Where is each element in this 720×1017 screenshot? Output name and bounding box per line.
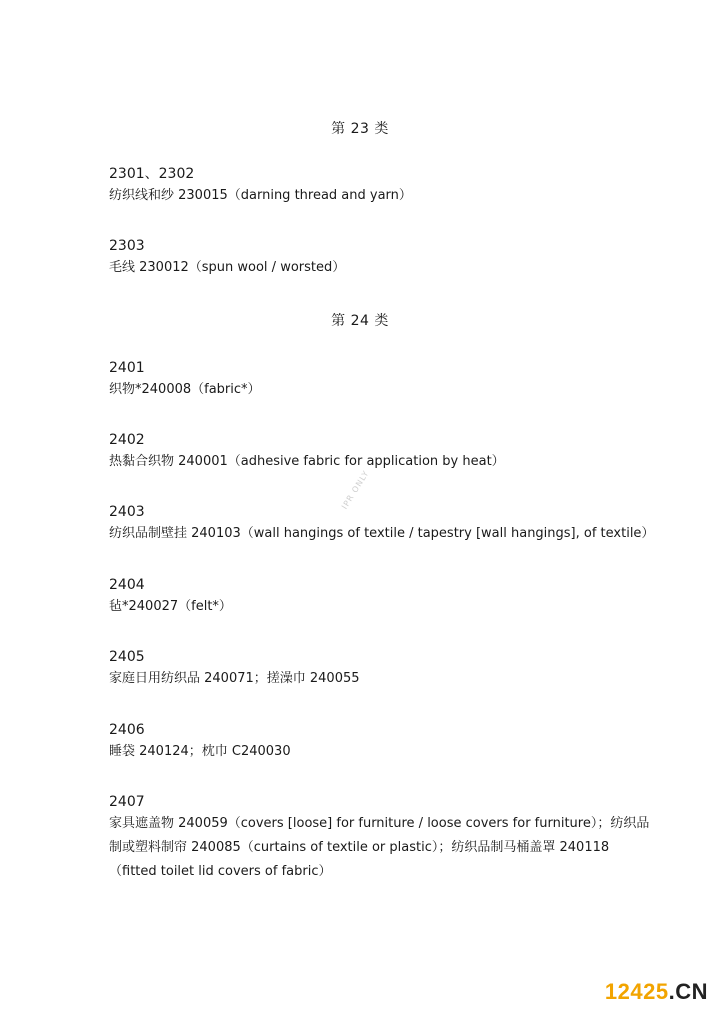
group-code: 2406 <box>109 722 145 738</box>
group-code: 2402 <box>109 432 145 448</box>
group-line: 家具遮盖物 240059（covers [loose] for furniture / loose covers for furniture）；纺织品 <box>109 816 650 831</box>
group-2405 <box>109 647 629 691</box>
group-code: 2301、2302 <box>109 166 195 182</box>
group-line: （fitted toilet lid covers of fabric） <box>109 864 332 879</box>
group-code: 2303 <box>109 238 145 254</box>
group-code: 2407 <box>109 794 145 810</box>
group-line: 织物*240008（fabric*） <box>109 382 261 397</box>
site-logo[interactable] <box>605 979 708 1005</box>
group-line: 制或塑料制帘 240085（curtains of textile or plastic）；纺织品制马桶盖罩 240118 <box>109 840 610 855</box>
group-code: 2401 <box>109 360 145 376</box>
group-2402 <box>109 430 629 474</box>
logo-domain: .CN <box>668 979 708 1004</box>
group-2406 <box>109 720 629 764</box>
group-2403 <box>109 502 655 546</box>
group-code: 2403 <box>109 504 145 520</box>
group-2407 <box>109 792 650 884</box>
logo-number: 12425 <box>604 979 669 1004</box>
group-line: 毡*240027（felt*） <box>109 599 232 614</box>
group-2303 <box>109 236 629 280</box>
class-23-heading: 第 23 类 <box>331 121 389 137</box>
group-code: 2404 <box>109 577 145 593</box>
group-2404 <box>109 575 629 619</box>
class-24-heading: 第 24 类 <box>331 313 389 329</box>
group-line: 睡袋 240124；枕巾 C240030 <box>109 744 291 759</box>
group-code: 2405 <box>109 649 145 665</box>
group-line: 家庭日用纺织品 240071；搓澡巾 240055 <box>109 671 360 686</box>
group-2301-2302 <box>109 164 629 208</box>
watermark: IPR ONLY <box>340 468 371 511</box>
group-2401 <box>109 358 629 402</box>
group-line: 热黏合织物 240001（adhesive fabric for application by heat） <box>109 454 505 469</box>
group-line: 纺织品制壁挂 240103（wall hangings of textile / tapestry [wall hangings], of textile） <box>109 526 655 541</box>
group-line: 毛线 230012（spun wool / worsted） <box>109 260 346 275</box>
group-line: 纺织线和纱 230015（darning thread and yarn） <box>109 188 412 203</box>
